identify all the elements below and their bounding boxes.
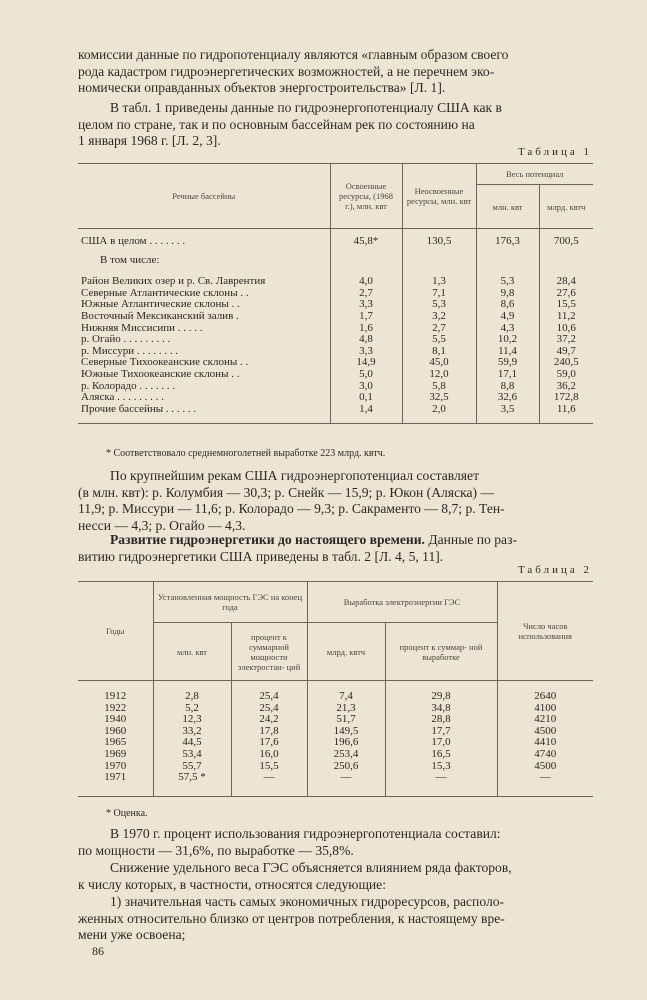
row-name: р. Огайо . . . . . . . . .	[78, 334, 330, 346]
cell-out-pct: —	[385, 772, 497, 784]
cell-developed: 1,6	[330, 323, 402, 335]
header-cap-mw: млн. квт	[153, 623, 231, 681]
cell-developed: 1,4	[330, 404, 402, 416]
cell-total-mw: 5,3	[476, 276, 539, 288]
row-name: Район Великих озер и р. Св. Лаврентия	[78, 276, 330, 288]
header-output: Выработка электроэнергии ГЭС	[307, 582, 497, 623]
cell-total-mw: 17,1	[476, 369, 539, 381]
section-heading: Развитие гидроэнергетики до настоящего времени.	[110, 532, 425, 547]
cell-undeveloped: 5,3	[402, 299, 476, 311]
cell-year: 1971	[78, 772, 153, 784]
table1-caption: Таблица 1	[517, 146, 592, 158]
table-row	[78, 404, 593, 416]
row-name: р. Миссури . . . . . . . .	[78, 346, 330, 358]
table1-footnote: * Соответствовало среднемноголетней выработке 223 млрд. квтч.	[106, 448, 386, 459]
cell-total-kwh: 27,6	[556, 286, 576, 299]
row-name: США в целом . . . . . . .	[78, 236, 330, 248]
text-line: 1 января 1968 г. [Л. 2, 3].	[78, 133, 221, 149]
table2-caption: Таблица 2	[517, 564, 592, 576]
text-line: (в млн. квт): р. Колумбия — 30,3; р. Снейк — 15,9; р. Юкон (Аляска) —	[78, 484, 495, 500]
paragraph-table1-intro	[78, 100, 593, 150]
cell-out-pct: 16,5	[385, 749, 497, 761]
header-cap-pct: процент к суммарной мощности электростан- ций	[231, 623, 307, 681]
text-line	[78, 532, 593, 549]
table-row-usa	[78, 236, 593, 248]
cell-undeveloped: 2,7	[402, 323, 476, 335]
cell-total-mw: 11,4	[476, 346, 539, 358]
cell-total-kwh: 36,2	[556, 379, 576, 392]
cell-out-pct: 29,8	[385, 691, 497, 703]
cell-undeveloped: 2,0	[402, 404, 476, 416]
cell-total-mw: 3,5	[476, 404, 539, 416]
cell-out-kwh: 21,3	[307, 703, 385, 715]
cell-cap-pct: 25,4	[231, 703, 307, 715]
text-fragment: Данные по раз-	[424, 532, 517, 547]
cell-cap-mw: 2,8	[153, 691, 231, 703]
cell-total-kwh: 700,5	[553, 235, 579, 247]
including-label: В том числе:	[78, 255, 330, 267]
table2-hydro-development	[78, 581, 593, 797]
cell-undeveloped: 7,1	[402, 288, 476, 300]
cell-total-mw: 32,6	[476, 392, 539, 404]
cell-hours: 2640	[534, 690, 557, 702]
cell-hours: 4500	[534, 759, 557, 772]
text-line: витию гидроэнергетики США приведены в табл. 2 [Л. 4, 5, 11].	[78, 548, 444, 564]
cell-cap-mw: 12,3	[153, 714, 231, 726]
cell-cap-pct: —	[231, 772, 307, 784]
cell-out-kwh: 51,7	[307, 714, 385, 726]
cell-out-kwh: 253,4	[307, 749, 385, 761]
cell-year: 1969	[78, 749, 153, 761]
cell-out-kwh: 7,4	[307, 691, 385, 703]
cell-out-kwh: 149,5	[307, 726, 385, 738]
text-line: несси — 4,3; р. Огайо — 4,3.	[78, 517, 246, 533]
cell-cap-mw: 44,5	[153, 737, 231, 749]
cell-total-kwh: 172,8	[553, 391, 579, 404]
cell-total-kwh: 28,4	[556, 275, 576, 288]
cell-hours: 4210	[534, 713, 557, 726]
cell-total-kwh: 10,6	[556, 321, 576, 334]
cell-year: 1965	[78, 737, 153, 749]
cell-cap-mw: 33,2	[153, 726, 231, 738]
cell-hours: 4500	[534, 724, 557, 737]
cell-total-mw: 8,8	[476, 381, 539, 393]
cell-undeveloped: 130,5	[402, 236, 476, 248]
cell-total-kwh: 11,2	[556, 309, 576, 322]
header-out-pct: процент к суммар- ной выработке	[385, 623, 497, 681]
cell-hours: 4740	[534, 747, 557, 760]
cell-undeveloped: 12,0	[402, 369, 476, 381]
cell-total-mw: 10,2	[476, 334, 539, 346]
header-total-kwh: млрд. квтч	[539, 185, 593, 229]
cell-year: 1912	[78, 691, 153, 703]
header-years: Годы	[78, 582, 153, 681]
table-row	[78, 691, 593, 703]
cell-total-mw: 4,9	[476, 311, 539, 323]
cell-total-mw: 9,8	[476, 288, 539, 300]
cell-out-kwh: 250,6	[307, 761, 385, 773]
cell-undeveloped: 5,8	[402, 381, 476, 393]
text-line: Снижение удельного веса ГЭС объясняется влиянием ряда факторов,	[110, 860, 512, 875]
table2-footnote: * Оценка.	[106, 808, 148, 819]
row-name: р. Колорадо . . . . . . .	[78, 381, 330, 393]
cell-cap-pct: 17,6	[231, 737, 307, 749]
table-row	[78, 761, 593, 773]
text-line: В табл. 1 приведены данные по гидроэнергопотенциалу США как в	[110, 100, 502, 115]
text-line: номически оправданных объектов энергостроительства» [Л. 1].	[78, 80, 446, 96]
cell-out-kwh: 196,6	[307, 737, 385, 749]
row-name: Южные Атлантические склоны . .	[78, 299, 330, 311]
header-undeveloped: Неосвоенные ресурсы, млн. квт	[402, 164, 476, 229]
row-name: Нижняя Миссисипи . . . . .	[78, 323, 330, 335]
row-name: Северные Атлантические склоны . .	[78, 288, 330, 300]
cell-developed: 4,8	[330, 334, 402, 346]
row-name: Аляска . . . . . . . . .	[78, 392, 330, 404]
cell-total-mw: 8,6	[476, 299, 539, 311]
cell-total-mw: 176,3	[476, 236, 539, 248]
header-hours: Число часов использования	[497, 582, 593, 681]
cell-total-kwh: 37,2	[556, 333, 576, 346]
header-out-kwh: млрд. квтч	[307, 623, 385, 681]
cell-out-pct: 17,0	[385, 737, 497, 749]
cell-year: 1970	[78, 761, 153, 773]
table-row	[78, 392, 593, 404]
table1-hydro-potential	[78, 163, 593, 424]
row-name: Восточный Мексиканский залив .	[78, 311, 330, 323]
header-developed: Освоенные ресурсы, (1968 г.), млн. квт	[330, 164, 402, 229]
cell-year: 1940	[78, 714, 153, 726]
table-row	[78, 772, 593, 784]
cell-developed: 14,9	[330, 357, 402, 369]
header-total-mw: млн. квт	[476, 185, 539, 229]
cell-cap-pct: 15,5	[231, 761, 307, 773]
cell-year: 1960	[78, 726, 153, 738]
cell-undeveloped: 5,5	[402, 334, 476, 346]
cell-out-pct: 15,3	[385, 761, 497, 773]
paragraph-development	[78, 532, 593, 565]
cell-total-kwh: 59,0	[556, 367, 576, 380]
cell-cap-pct: 16,0	[231, 749, 307, 761]
cell-developed: 2,7	[330, 288, 402, 300]
text-line: комиссии данные по гидропотенциалу являются «главным образом своего	[78, 47, 509, 62]
text-line: рода кадастром гидроэнергетических возможностей, а не перечнем эко-	[78, 63, 495, 79]
cell-hours: 4100	[534, 701, 557, 714]
cell-total-kwh: 49,7	[556, 344, 576, 357]
cell-out-pct: 34,8	[385, 703, 497, 715]
cell-total-kwh: 11,6	[556, 402, 576, 415]
cell-hours: —	[539, 771, 551, 784]
cell-total-kwh: 15,5	[556, 298, 576, 311]
paragraph-largest-rivers	[78, 468, 593, 534]
cell-undeveloped: 45,0	[402, 357, 476, 369]
text-line: В 1970 г. процент использования гидроэнергопотенциала составил:	[110, 826, 501, 841]
cell-out-pct: 17,7	[385, 726, 497, 738]
cell-total-mw: 59,9	[476, 357, 539, 369]
paragraph-list-item-1	[78, 894, 593, 944]
cell-developed: 45,8*	[330, 236, 402, 248]
table-row	[78, 749, 593, 761]
text-line: 11,9; р. Миссури — 11,6; р. Колорадо — 9,3; р. Сакраменто — 8,7; р. Тен-	[78, 501, 505, 517]
text-line: По крупнейшим рекам США гидроэнергопотенциал составляет	[110, 468, 480, 483]
cell-developed: 3,3	[330, 346, 402, 358]
page-number: 86	[92, 944, 104, 958]
cell-cap-mw: 55,7	[153, 761, 231, 773]
cell-cap-pct: 17,8	[231, 726, 307, 738]
cell-cap-pct: 24,2	[231, 714, 307, 726]
text-line: 1) значительная часть самых экономичных гидроресурсов, располо-	[110, 894, 505, 909]
cell-cap-mw: 53,4	[153, 749, 231, 761]
table-row	[78, 334, 593, 346]
row-name: Прочие бассейны . . . . . .	[78, 404, 330, 416]
cell-total-mw: 4,3	[476, 323, 539, 335]
text-line: по мощности — 31,6%, по выработке — 35,8%.	[78, 842, 354, 858]
cell-cap-mw: 57,5 *	[153, 772, 231, 784]
text-line: мени уже освоена;	[78, 927, 186, 943]
paragraph-decline-reasons	[78, 860, 593, 893]
cell-out-pct: 28,8	[385, 714, 497, 726]
cell-hours: 4410	[534, 736, 557, 749]
cell-out-kwh: —	[307, 772, 385, 784]
intro-paragraph	[78, 47, 593, 97]
header-capacity: Установленная мощность ГЭС на конец года	[153, 582, 307, 623]
row-name: Северные Тихоокеанские склоны . .	[78, 357, 330, 369]
row-name: Южные Тихоокеанские склоны . .	[78, 369, 330, 381]
cell-developed: 0,1	[330, 392, 402, 404]
header-basins: Речные бассейны	[78, 164, 330, 229]
cell-undeveloped: 8,1	[402, 346, 476, 358]
table-row	[78, 311, 593, 323]
cell-year: 1922	[78, 703, 153, 715]
paragraph-1970-usage	[78, 826, 593, 859]
cell-developed: 3,0	[330, 381, 402, 393]
text-line: целом по стране, так и по основным бассейнам рек по состоянию на	[78, 116, 475, 132]
cell-developed: 5,0	[330, 369, 402, 381]
text-line: женных относительно близко от центров потребления, к настоящему вре-	[78, 910, 505, 926]
cell-cap-mw: 5,2	[153, 703, 231, 715]
header-total: Весь потенциал	[476, 164, 593, 185]
cell-total-kwh: 240,5	[553, 356, 579, 369]
text-line: к числу которых, в частности, относятся следующие:	[78, 876, 386, 892]
cell-developed: 3,3	[330, 299, 402, 311]
cell-undeveloped: 3,2	[402, 311, 476, 323]
cell-developed: 1,7	[330, 311, 402, 323]
cell-developed: 4,0	[330, 276, 402, 288]
cell-undeveloped: 32,5	[402, 392, 476, 404]
cell-cap-pct: 25,4	[231, 691, 307, 703]
cell-undeveloped: 1,3	[402, 276, 476, 288]
table-row	[78, 369, 593, 381]
